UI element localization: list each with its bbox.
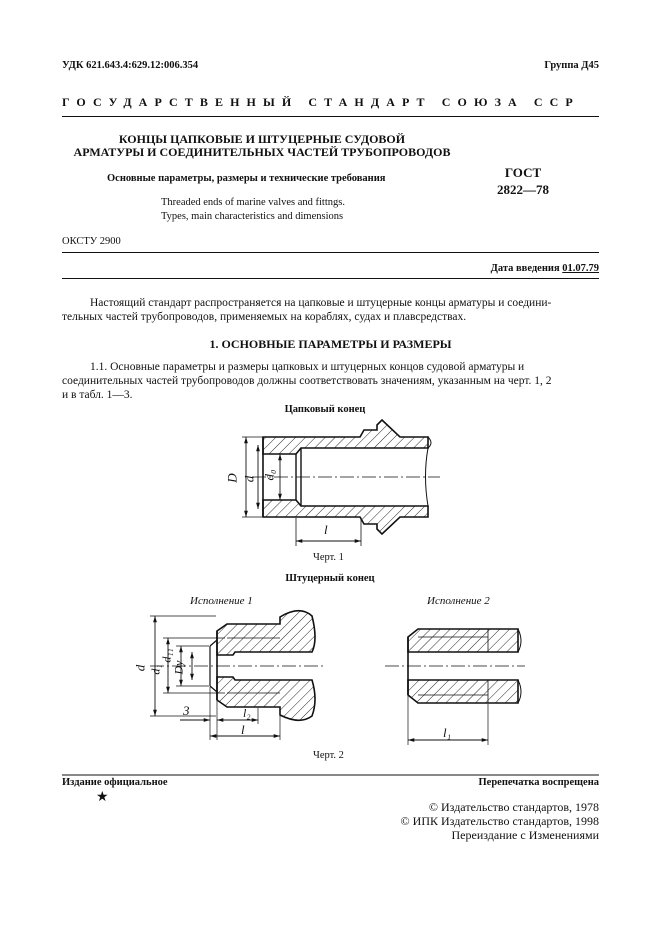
figure-2-v1-upper-section <box>217 611 315 655</box>
intro-line-2: тельных частей трубопроводов, применяемых на кораблях, судах и плавсредствах. <box>62 311 467 323</box>
figure-2-caption: Черт. 2 <box>313 750 344 761</box>
fig1-label-d: d <box>241 475 257 483</box>
figure-2-v2-lower-section <box>408 680 518 703</box>
fig2-label-l: l <box>241 722 245 737</box>
okstu-code: ОКСТУ 2900 <box>62 236 121 247</box>
figure-2-v2-upper-section <box>408 629 518 652</box>
figure-2-title: Штуцерный конец <box>285 573 375 584</box>
fig2-label-l1: l₁ <box>443 725 452 740</box>
figure-1-caption: Черт. 1 <box>313 552 344 563</box>
figure-1-title: Цапковый конец <box>284 404 366 415</box>
figure-2-variant-2-drawing <box>385 629 525 745</box>
figure-2-variant-1-label: Исполнение 1 <box>190 595 253 607</box>
intro-date-label: Дата введения <box>490 263 560 274</box>
title-line-1: КОНЦЫ ЦАПКОВЫЕ И ШТУЦЕРНЫЕ СУДОВОЙ <box>118 132 406 146</box>
section-1-line-2: соединительных частей трубопроводов должны соответствовать значениям, указанным на черт. 1, 2 <box>62 375 552 387</box>
section-1-line-3: и в табл. 1—3. <box>62 389 133 401</box>
figure-2-v1-lower-section <box>217 677 315 720</box>
copyright-1998: © ИПК Издательство стандартов, 1998 <box>400 814 599 828</box>
english-title-line-1: Threaded ends of marine valves and fittngs. <box>161 197 345 208</box>
section-1-line-1: 1.1. Основные параметры и размеры цапковых и штуцерных концов судовой арматуры и <box>90 361 525 373</box>
figure-1-drawing <box>242 420 440 546</box>
section-1-heading: 1. ОСНОВНЫЕ ПАРАМЕТРЫ И РАЗМЕРЫ <box>209 337 452 351</box>
official-edition: Издание официальное <box>62 777 168 788</box>
reprint-prohibited: Перепечатка воспрещена <box>478 777 599 788</box>
figure-2-variant-1-drawing <box>150 611 325 740</box>
copyright-1978: © Издательство стандартов, 1978 <box>428 800 599 814</box>
fig1-label-D: D <box>224 473 240 483</box>
document-subtitle: Основные параметры, размеры и технические требования <box>107 173 386 184</box>
fig2-label-d: d <box>132 664 148 672</box>
fig2-label-3: 3 <box>183 703 190 718</box>
group-code: Группа Д45 <box>544 60 599 71</box>
fig2-label-d11: d₁₁ <box>159 648 174 663</box>
gost-number: 2822—78 <box>497 182 549 197</box>
fig1-label-l: l <box>324 522 328 537</box>
english-title-line-2: Types, main characteristics and dimensions <box>161 211 344 222</box>
copyright-block <box>401 800 599 842</box>
fig2-label-Dy: Dy <box>171 660 186 675</box>
fig1-label-d0: d₀ <box>261 469 277 481</box>
intro-date-value: 01.07.79 <box>562 263 599 274</box>
figure-2-variant-2-label: Исполнение 2 <box>427 595 490 607</box>
intro-line-1: Настоящий стандарт распространяется на цапковые и штуцерные концы арматуры и соедини- <box>90 297 552 309</box>
figure-1-upper-section <box>263 420 428 454</box>
state-standard-header: ГОСУДАРСТВЕННЫЙ СТАНДАРТ СОЮЗА ССР <box>62 95 580 109</box>
figure-1-lower-section <box>263 500 428 534</box>
star-mark: ★ <box>96 790 109 805</box>
udk-code: УДК 621.643.4:629.12:006.354 <box>62 60 199 71</box>
fig2-label-l2: l₂ <box>243 706 251 720</box>
fig2-label-d1: d₁ <box>148 664 163 675</box>
title-line-2: АРМАТУРЫ И СОЕДИНИТЕЛЬНЫХ ЧАСТЕЙ ТРУБОПРОВОДОВ <box>73 145 451 159</box>
gost-label: ГОСТ <box>504 165 542 180</box>
reissue-note: Переиздание с Изменениями <box>451 828 599 842</box>
